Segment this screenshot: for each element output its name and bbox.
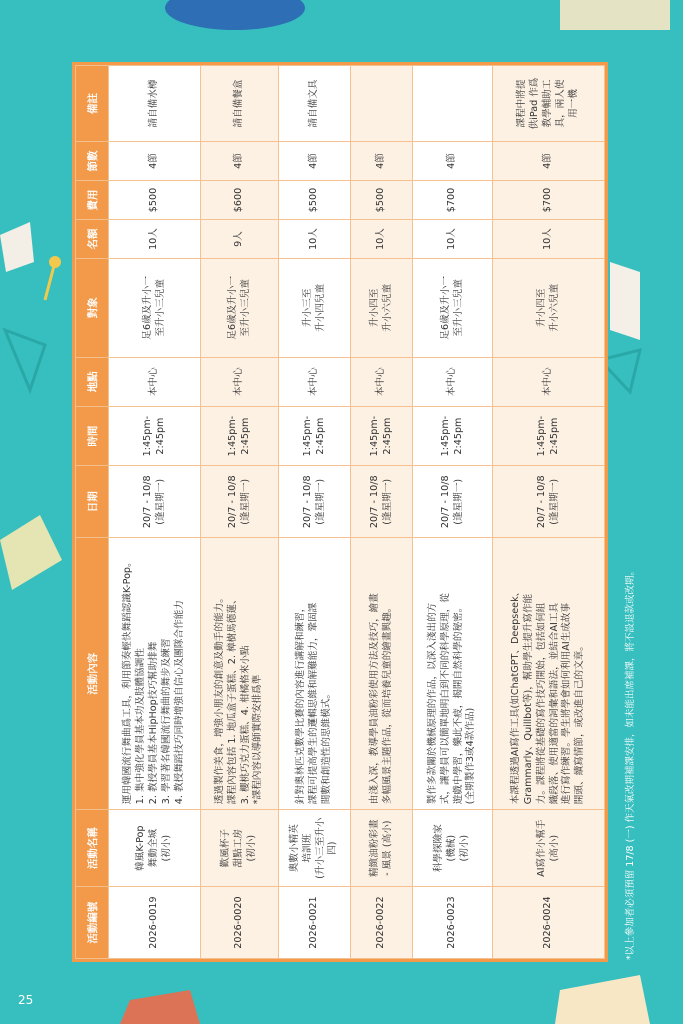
cell-content-line: 進行寫作練習。學生將學會如何利用AI生成故事 — [561, 602, 573, 805]
cell-name — [493, 810, 605, 887]
cell-quota: 9人 — [201, 220, 279, 259]
cell-name-line: 甜點工房 — [233, 828, 245, 868]
cell-date — [413, 466, 493, 538]
cell-content-line: 式，讓學員可以簡單地明白到不同的科學原理，從 — [439, 593, 451, 805]
cell-remark-line: 請自備文具 — [308, 79, 320, 128]
cell-sessions: 4節 — [413, 142, 493, 181]
cell-content-line: 由淺入深，教導學員油粉彩使用方法及技巧，繪畫 — [368, 593, 380, 805]
cell-target-line: 至升小三兒童 — [154, 279, 166, 337]
cell-remark-line: 用一機 — [567, 89, 579, 118]
cell-fee: $500 — [279, 181, 351, 220]
cell-name-line: 精緻油粉彩畫 — [368, 819, 380, 877]
header-time: 時間 — [76, 406, 109, 466]
cell-content — [109, 538, 201, 810]
cell-target-line: 足6歲及升小一 — [439, 275, 451, 340]
cell-sessions: 4節 — [201, 142, 279, 181]
cell-content-line: 4. 教授舞蹈技巧同時增強自信心及團隊合作能力 — [173, 600, 185, 805]
cell-fee: $700 — [413, 181, 493, 220]
header-date: 日期 — [76, 466, 109, 538]
cell-content-line: 力。課程將從基礎的寫作技巧開始，包括如何組 — [535, 602, 547, 805]
cell-content — [493, 538, 605, 810]
cell-remark-line: 請自備餐盒 — [233, 79, 245, 128]
cell-content — [413, 538, 493, 810]
cell-date-line: 20/7 - 10/8 — [368, 475, 380, 529]
cell-name-line: (高小) — [548, 834, 560, 862]
cell-name — [279, 810, 351, 887]
cell-time — [351, 406, 413, 466]
cell-name-line: (初小) — [458, 834, 470, 862]
cell-venue: 本中心 — [351, 357, 413, 406]
cell-name-line: - 風景 (高小) — [381, 820, 393, 876]
cell-name-line: (機械) — [446, 834, 458, 862]
cell-date — [351, 466, 413, 538]
cell-name-line: 韓風K-Pop — [135, 825, 147, 871]
cell-content-line: *課程內容以導師實際安排爲準 — [252, 674, 264, 805]
cell-time-line: 1:45pm- — [535, 415, 547, 457]
cell-time-line: 2:45pm — [314, 417, 326, 455]
cell-date-line: (逢星期一) — [239, 478, 251, 525]
cell-remark-line: 教學輔助工 — [542, 79, 554, 128]
cell-time-line: 1:45pm- — [141, 415, 153, 457]
cell-date-line: 20/7 - 10/8 — [226, 475, 238, 529]
cell-id: 2026-0020 — [201, 887, 279, 959]
cell-sessions: 4節 — [351, 142, 413, 181]
cell-content-line: 3. 學習著名韓國流行舞曲的舞步及練習 — [160, 638, 172, 805]
cell-id: 2026-0023 — [413, 887, 493, 959]
cell-venue: 本中心 — [109, 357, 201, 406]
table-row — [413, 66, 493, 959]
cell-time-line: 1:45pm- — [226, 415, 238, 457]
cell-quota: 10人 — [493, 220, 605, 259]
cell-time — [109, 406, 201, 466]
cell-name-line: 培訓班 — [301, 833, 313, 863]
header-sessions: 節數 — [76, 142, 109, 181]
cell-name — [413, 810, 493, 887]
header-target: 對象 — [76, 259, 109, 358]
cell-date-line: 20/7 - 10/8 — [535, 475, 547, 529]
cell-name-line: (初小) — [160, 834, 172, 862]
header-quota: 名額 — [76, 220, 109, 259]
cell-content-line: 課程內容包括 1. 地瓜盒子蛋糕、2. 樟樹馬德蓮、 — [226, 594, 238, 805]
cell-name-line: (升小三至升小四) — [314, 817, 339, 879]
cell-remark — [109, 66, 201, 142]
cell-name-line: 舞動全城 — [148, 828, 160, 868]
cell-content — [201, 538, 279, 810]
cell-time-line: 2:45pm — [154, 417, 166, 455]
cell-fee: $500 — [109, 181, 201, 220]
cell-target-line: 足6歲及升小一 — [141, 275, 153, 340]
cell-time — [413, 406, 493, 466]
cell-date-line: (逢星期一) — [548, 478, 560, 525]
cell-target — [201, 259, 279, 358]
cell-content-line: 透過製作美食，增強小朋友的創意及動手的能力。 — [213, 593, 225, 805]
cell-target-line: 升小六兒童 — [381, 283, 393, 332]
cell-fee: $700 — [493, 181, 605, 220]
cell-target-line: 升小四兒童 — [314, 283, 326, 332]
cell-fee: $600 — [201, 181, 279, 220]
table-row — [109, 66, 201, 959]
header-fee: 費用 — [76, 181, 109, 220]
cell-content-line: 本課程透過AI寫作工具(如ChatGPT、Deepseek、 — [509, 586, 521, 805]
cell-content-line: (全期製作3或4款作品) — [465, 707, 477, 805]
cell-quota: 10人 — [351, 220, 413, 259]
cell-date-line: 20/7 - 10/8 — [439, 475, 451, 529]
cell-name-line: 奧數小精英 — [288, 824, 300, 873]
cell-remark — [201, 66, 279, 142]
cell-sessions: 4節 — [279, 142, 351, 181]
cell-target — [413, 259, 493, 358]
cell-remark-line: 請自備水樽 — [148, 79, 160, 128]
cell-time-line: 2:45pm — [381, 417, 393, 455]
cell-date — [109, 466, 201, 538]
table-row — [351, 66, 413, 959]
page-number: 25 — [18, 993, 34, 1007]
cell-content — [279, 538, 351, 810]
cell-target-line: 足6歲及升小一 — [226, 275, 238, 340]
cell-target — [279, 259, 351, 358]
cell-time-line: 2:45pm — [548, 417, 560, 455]
cell-remark — [493, 66, 605, 142]
cell-target-line: 升小四至 — [535, 288, 547, 327]
cell-content-line: 製作多款關於機械原理的作品，以深入淺出的方 — [426, 602, 438, 805]
cell-content-line: 遊戲中學習，樂此不疲，揭開自然科學的秘密。 — [452, 602, 464, 805]
cell-quota: 10人 — [109, 220, 201, 259]
cell-content-line: 運用韓國流行舞曲爲工具，利用節奏輕快舞蹈認識K-Pop。 — [122, 557, 134, 805]
cell-fee: $500 — [351, 181, 413, 220]
cell-target-line: 升小六兒童 — [548, 283, 560, 332]
cell-id: 2026-0019 — [109, 887, 201, 959]
cell-content-line: 針對奧林匹克數學比賽的內容進行講解和練習， — [295, 602, 307, 805]
cell-remark — [351, 66, 413, 142]
header-name: 活動名稱 — [76, 810, 109, 887]
cell-target — [109, 259, 201, 358]
table-row — [493, 66, 605, 959]
cell-content-line: 3. 櫻桃巧克力蛋糕、4. 柑橘格來小點 — [239, 645, 251, 805]
footnote: *以上參加者必須預留 17/8 (一) 作天氣改期補課安排，如未能出席補課，將不設退款或改期。 — [625, 565, 636, 960]
cell-target-line: 升小三至 — [301, 288, 313, 327]
cell-venue: 本中心 — [413, 357, 493, 406]
cell-time-line: 2:45pm — [452, 417, 464, 455]
cell-remark-line: 供iPad 作爲 — [529, 77, 541, 130]
cell-content-line: Grammarly、Quillbot等)，幫助學生提升寫作能 — [522, 593, 534, 805]
cell-quota: 10人 — [279, 220, 351, 259]
cell-date — [493, 466, 605, 538]
cell-content-line: 織段落、使用適當的詞彙和語法，並結合AI工具 — [548, 602, 560, 805]
table-row — [201, 66, 279, 959]
cell-time — [493, 406, 605, 466]
cell-name-line: 科學探險家 — [433, 824, 445, 873]
cell-remark — [279, 66, 351, 142]
cell-remark — [413, 66, 493, 142]
cell-name — [201, 810, 279, 887]
cell-venue: 本中心 — [201, 357, 279, 406]
cell-target-line: 升小四至 — [368, 288, 380, 327]
activity-table — [72, 62, 608, 962]
cell-time-line: 1:45pm- — [368, 415, 380, 457]
cell-time-line: 1:45pm- — [439, 415, 451, 457]
cell-date-line: 20/7 - 10/8 — [141, 475, 153, 529]
table-header-row — [76, 66, 109, 959]
cell-date-line: (逢星期一) — [452, 478, 464, 525]
cell-target-line: 至升小三兒童 — [452, 279, 464, 337]
cell-venue: 本中心 — [279, 357, 351, 406]
cell-time — [201, 406, 279, 466]
cell-name-line: (初小) — [245, 834, 257, 862]
cell-target — [351, 259, 413, 358]
cell-time-line: 2:45pm — [239, 417, 251, 455]
cell-content-line: 1. 集中強化學員基本功及肢體協調性 — [135, 648, 147, 805]
cell-name-line: AI寫作小幫手 — [535, 819, 547, 877]
cell-id: 2026-0024 — [493, 887, 605, 959]
cell-date-line: 20/7 - 10/8 — [301, 475, 313, 529]
cell-sessions: 4節 — [493, 142, 605, 181]
cell-id: 2026-0021 — [279, 887, 351, 959]
cell-target-line: 至升小三兒童 — [239, 279, 251, 337]
cell-venue: 本中心 — [493, 357, 605, 406]
cell-content-line: 課程可提高學生的邏輯思維和解難能力，鞏固課 — [308, 602, 320, 805]
cell-content-line: 間數和創造性的思維模式。 — [320, 689, 332, 805]
cell-content-line: 多幅風景主題作品，從而培養兒童的繪畫興趣。 — [381, 602, 393, 805]
cell-date — [279, 466, 351, 538]
cell-sessions: 4節 — [109, 142, 201, 181]
cell-date — [201, 466, 279, 538]
cell-date-line: (逢星期一) — [314, 478, 326, 525]
cell-quota: 10人 — [413, 220, 493, 259]
cell-content-line: 開頭、續寫情節，或改進自己的文章。 — [574, 641, 586, 805]
cell-target — [493, 259, 605, 358]
header-id: 活動編號 — [76, 887, 109, 959]
cell-remark-line: 具，兩人使 — [554, 79, 566, 128]
cell-content-line: 2. 教授學員基本HipHop技巧幫助排舞 — [148, 641, 160, 805]
cell-time-line: 1:45pm- — [301, 415, 313, 457]
cell-date-line: (逢星期一) — [154, 478, 166, 525]
cell-remark-line: 課程中將提 — [516, 79, 528, 128]
cell-time — [279, 406, 351, 466]
cell-name — [351, 810, 413, 887]
header-content: 活動內容 — [76, 538, 109, 810]
table-row — [279, 66, 351, 959]
header-venue: 地點 — [76, 357, 109, 406]
cell-id: 2026-0022 — [351, 887, 413, 959]
cell-name — [109, 810, 201, 887]
cell-content — [351, 538, 413, 810]
header-remark: 備註 — [76, 66, 109, 142]
cell-date-line: (逢星期一) — [381, 478, 393, 525]
table-body — [109, 66, 605, 959]
cell-name-line: 歡風杯子 — [220, 828, 232, 868]
